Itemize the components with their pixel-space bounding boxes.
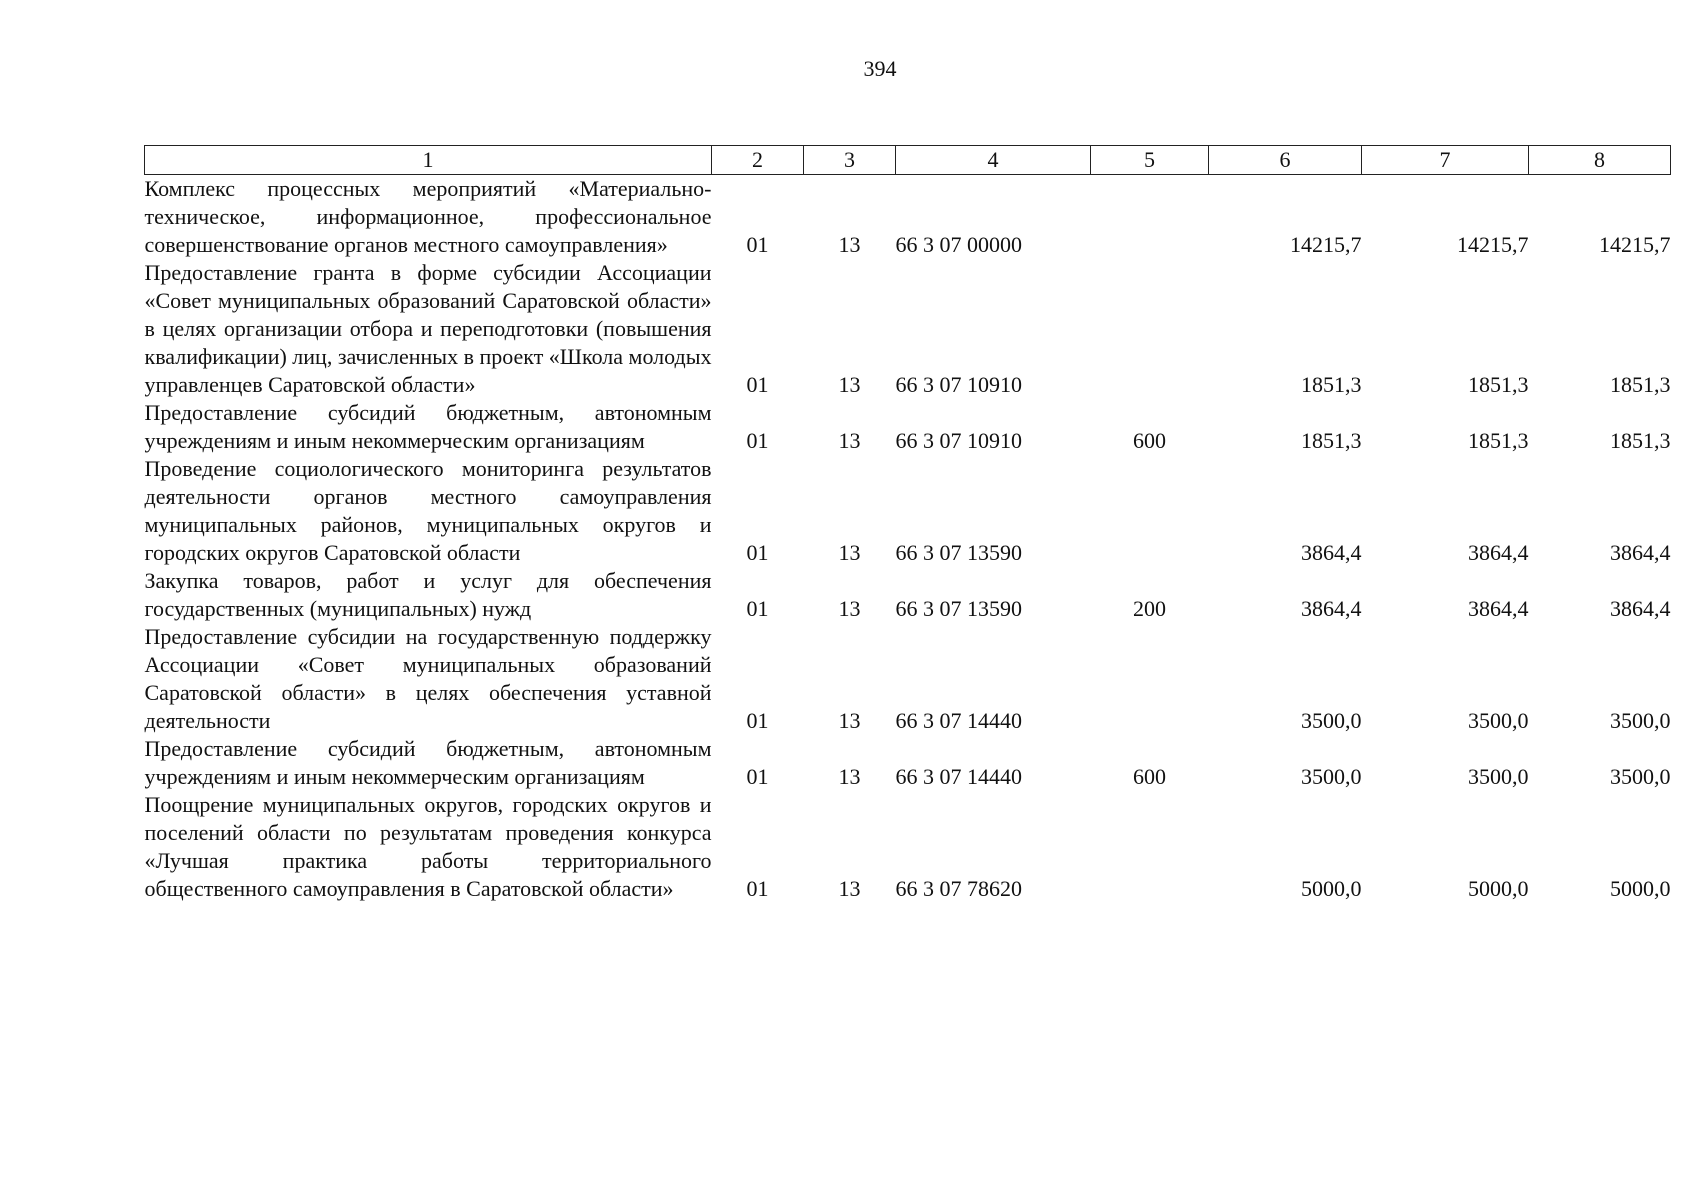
amount-col-7: 3500,0 [1468,708,1529,733]
expense-type-code [1091,791,1209,903]
table-row [145,259,1671,399]
amount-col-7: 1851,3 [1468,428,1529,453]
amount-col-6: 3500,0 [1301,708,1362,733]
expense-type-code [1091,623,1209,735]
budget-table [144,145,1671,903]
column-header-8: 8 [1529,146,1671,175]
column-header-1: 1 [145,146,712,175]
table-row [145,623,1671,735]
row-description: Предоставление субсидии на государственную поддержку Ассоциации «Совет муниципальных образований Саратовской области» в целях обеспечения уставной деятельности [144,624,712,733]
amount-col-8: 5000,0 [1610,876,1671,901]
subsection-code: 13 [838,596,861,621]
amount-col-7: 3864,4 [1468,596,1529,621]
subsection-code: 13 [838,372,861,397]
table-row [145,567,1671,623]
subsection-code: 13 [838,876,861,901]
row-description: Предоставление субсидий бюджетным, автономным учреждениям и иным некоммерческим организациям [144,400,712,453]
column-header-2: 2 [712,146,804,175]
subsection-code: 13 [838,764,861,789]
amount-col-7: 3500,0 [1468,764,1529,789]
page-number: 394 [863,56,897,81]
table-row [145,791,1671,903]
column-header-6: 6 [1209,146,1362,175]
amount-col-6: 3500,0 [1301,764,1362,789]
amount-col-7: 14215,7 [1457,232,1529,257]
section-code: 01 [746,372,769,397]
table-row [145,175,1671,260]
column-header-7: 7 [1362,146,1529,175]
table-row [145,399,1671,455]
column-number-row [145,146,1671,175]
expense-type-code [1091,175,1209,260]
amount-col-6: 3864,4 [1301,596,1362,621]
section-code: 01 [746,876,769,901]
target-article-code: 66 3 07 00000 [895,232,1022,257]
row-description: Проведение социологического мониторинга результатов деятельности органов местного самоуправления муниципальных районов, муниципальных округов и городских округов Саратовской области [144,456,712,565]
section-code: 01 [746,540,769,565]
row-description: Поощрение муниципальных округов, городских округов и поселений области по результатам проведения конкурса «Лучшая практика работы территориального общественного самоуправления в Саратовской области» [144,792,712,901]
amount-col-8: 3864,4 [1610,596,1671,621]
amount-col-8: 14215,7 [1599,232,1671,257]
amount-col-7: 3864,4 [1468,540,1529,565]
amount-col-6: 3864,4 [1301,540,1362,565]
row-description: Предоставление субсидий бюджетным, автономным учреждениям и иным некоммерческим организациям [144,736,712,789]
amount-col-8: 3500,0 [1610,708,1671,733]
amount-col-6: 1851,3 [1301,428,1362,453]
target-article-code: 66 3 07 14440 [895,764,1022,789]
target-article-code: 66 3 07 13590 [895,540,1022,565]
target-article-code: 66 3 07 14440 [895,708,1022,733]
section-code: 01 [746,232,769,257]
target-article-code: 66 3 07 10910 [895,372,1022,397]
row-description: Предоставление гранта в форме субсидии Ассоциации «Совет муниципальных образований Саратовской области» в целях организации отбора и переподготовки (повышения квалификации) лиц, зачисленных в проект «Школа молодых управленцев Саратовской области» [144,260,712,397]
amount-col-8: 1851,3 [1610,428,1671,453]
subsection-code: 13 [838,540,861,565]
amount-col-6: 5000,0 [1301,876,1362,901]
expense-type-code: 200 [1133,596,1166,621]
expense-type-code: 600 [1133,764,1166,789]
section-code: 01 [746,428,769,453]
section-code: 01 [746,764,769,789]
expense-type-code: 600 [1133,428,1166,453]
expense-type-code [1091,455,1209,567]
amount-col-6: 14215,7 [1290,232,1362,257]
target-article-code: 66 3 07 10910 [895,428,1022,453]
amount-col-7: 5000,0 [1468,876,1529,901]
row-description: Закупка товаров, работ и услуг для обеспечения государственных (муниципальных) нужд [144,568,712,621]
table-row [145,735,1671,791]
row-description: Комплекс процессных мероприятий «Материально-техническое, информационное, профессиональное совершенствование органов местного самоуправления» [144,176,712,257]
expense-type-code [1091,259,1209,399]
amount-col-8: 3864,4 [1610,540,1671,565]
section-code: 01 [746,708,769,733]
subsection-code: 13 [838,708,861,733]
column-header-3: 3 [804,146,896,175]
amount-col-8: 3500,0 [1610,764,1671,789]
amount-col-7: 1851,3 [1468,372,1529,397]
column-header-5: 5 [1091,146,1209,175]
target-article-code: 66 3 07 78620 [895,876,1022,901]
subsection-code: 13 [838,428,861,453]
column-header-4: 4 [896,146,1091,175]
amount-col-6: 1851,3 [1301,372,1362,397]
amount-col-8: 1851,3 [1610,372,1671,397]
section-code: 01 [746,596,769,621]
table-row [145,455,1671,567]
target-article-code: 66 3 07 13590 [895,596,1022,621]
subsection-code: 13 [838,232,861,257]
